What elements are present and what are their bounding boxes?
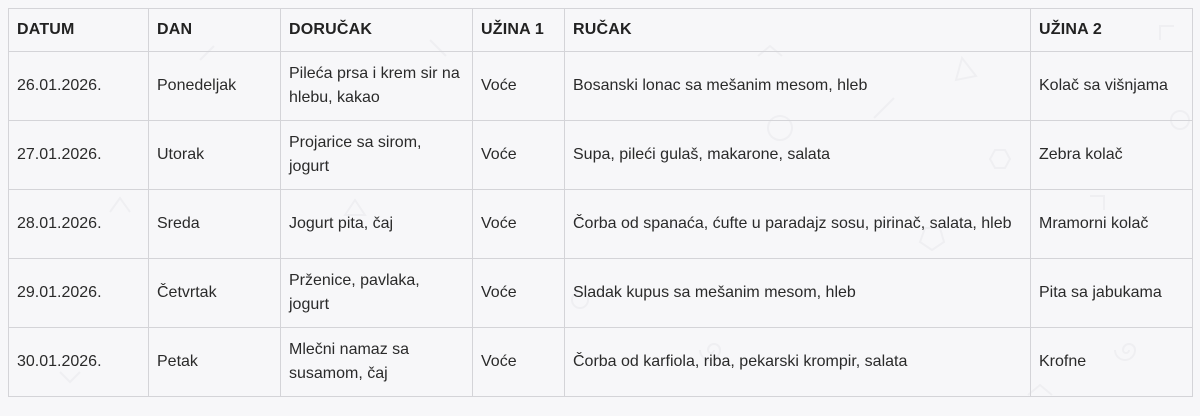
header-dan: DAN xyxy=(149,9,281,52)
cell-dan: Sreda xyxy=(149,190,281,259)
cell-datum: 26.01.2026. xyxy=(9,52,149,121)
cell-uzina-2: Pita sa jabukama xyxy=(1031,259,1193,328)
cell-uzina-2: Mramorni kolač xyxy=(1031,190,1193,259)
header-rucak: RUČAK xyxy=(565,9,1031,52)
cell-datum: 27.01.2026. xyxy=(9,121,149,190)
cell-dorucak: Jogurt pita, čaj xyxy=(281,190,473,259)
cell-uzina-1: Voće xyxy=(473,190,565,259)
cell-datum: 30.01.2026. xyxy=(9,328,149,397)
cell-rucak: Čorba od karfiola, riba, pekarski krompir, salata xyxy=(565,328,1031,397)
cell-uzina-1: Voće xyxy=(473,328,565,397)
cell-dorucak: Pileća prsa i krem sir na hlebu, kakao xyxy=(281,52,473,121)
cell-rucak: Supa, pileći gulaš, makarone, salata xyxy=(565,121,1031,190)
cell-dorucak: Mlečni namaz sa susamom, čaj xyxy=(281,328,473,397)
cell-dan: Utorak xyxy=(149,121,281,190)
cell-uzina-1: Voće xyxy=(473,259,565,328)
table-row xyxy=(9,190,1193,259)
table-row xyxy=(9,259,1193,328)
cell-uzina-2: Zebra kolač xyxy=(1031,121,1193,190)
table-header-row xyxy=(9,9,1193,52)
cell-datum: 28.01.2026. xyxy=(9,190,149,259)
cell-rucak: Čorba od spanaća, ćufte u paradajz sosu, pirinač, salata, hleb xyxy=(565,190,1031,259)
cell-dorucak: Projarice sa sirom, jogurt xyxy=(281,121,473,190)
cell-dan: Ponedeljak xyxy=(149,52,281,121)
header-uzina-2: UŽINA 2 xyxy=(1031,9,1193,52)
cell-dorucak: Prženice, pavlaka, jogurt xyxy=(281,259,473,328)
table-row xyxy=(9,121,1193,190)
cell-datum: 29.01.2026. xyxy=(9,259,149,328)
header-datum: DATUM xyxy=(9,9,149,52)
meal-plan-table xyxy=(8,8,1193,397)
cell-uzina-2: Kolač sa višnjama xyxy=(1031,52,1193,121)
header-uzina-1: UŽINA 1 xyxy=(473,9,565,52)
cell-rucak: Sladak kupus sa mešanim mesom, hleb xyxy=(565,259,1031,328)
cell-uzina-1: Voće xyxy=(473,52,565,121)
cell-uzina-1: Voće xyxy=(473,121,565,190)
header-dorucak: DORUČAK xyxy=(281,9,473,52)
cell-dan: Četvrtak xyxy=(149,259,281,328)
cell-rucak: Bosanski lonac sa mešanim mesom, hleb xyxy=(565,52,1031,121)
cell-uzina-2: Krofne xyxy=(1031,328,1193,397)
table-row xyxy=(9,328,1193,397)
table-row xyxy=(9,52,1193,121)
cell-dan: Petak xyxy=(149,328,281,397)
